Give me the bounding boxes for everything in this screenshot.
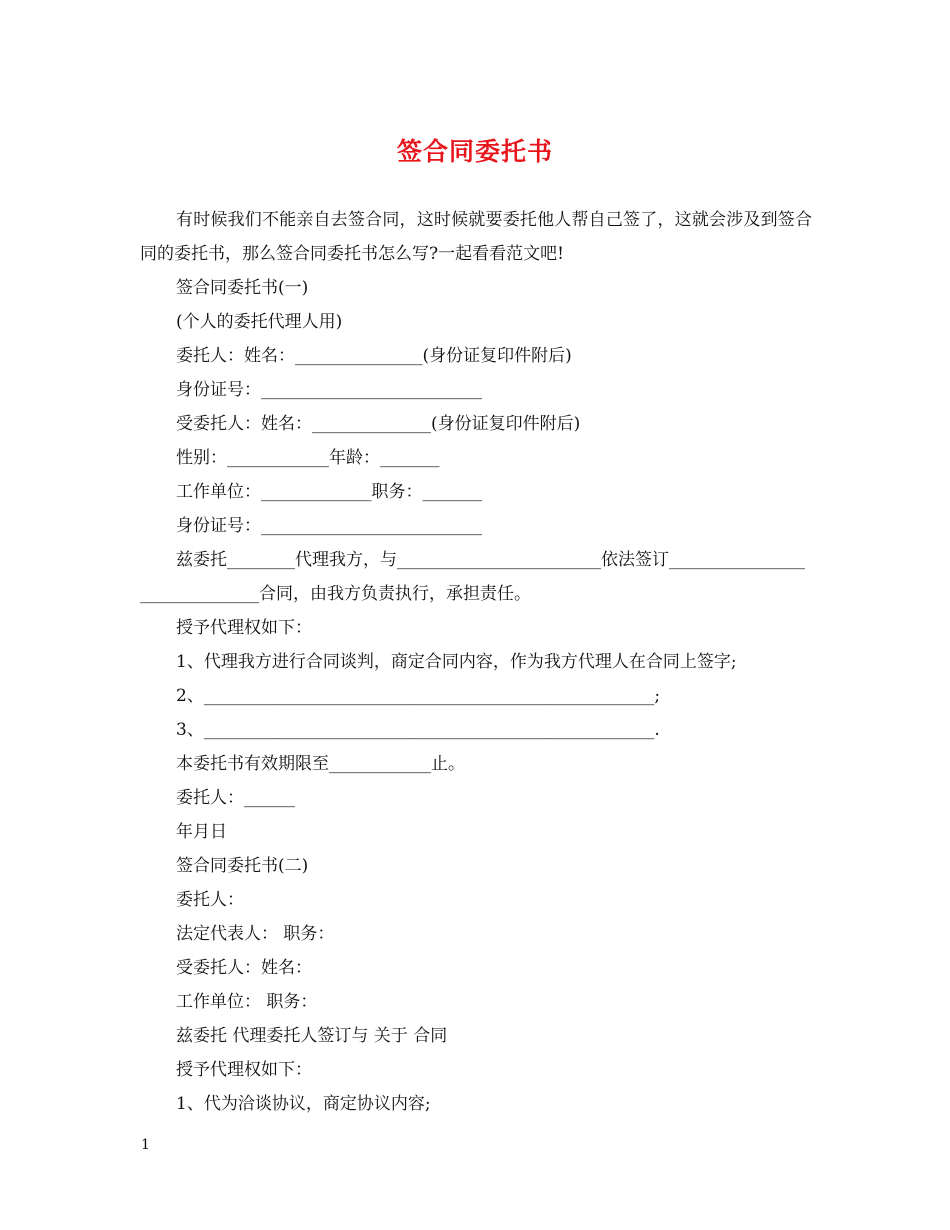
gender-age-line: 性别：____________年龄：_______ (176, 448, 440, 468)
authority-item-3: 3、_____________________________________________________. (176, 720, 660, 740)
principal-line-two: 委托人： (176, 890, 244, 910)
section-heading-two: 签合同委托书(二) (176, 856, 309, 876)
authority-item-two-1: 1、代为洽谈协议，商定协议内容; (176, 1094, 431, 1114)
section-subtitle: (个人的委托代理人用) (176, 312, 343, 332)
intro-paragraph: 有时候我们不能亲自去签合同，这时候就要委托他人帮自己签了，这就会涉及到签合同的委托书，那么签合同委托书怎么写?一起看看范文吧! (140, 210, 812, 264)
section-heading-one: 签合同委托书(一) (176, 278, 309, 298)
page-number: 1 (141, 1137, 150, 1153)
entrust-line-two: 兹委托 代理委托人签订与 关于 合同 (176, 1026, 448, 1046)
entrust-paragraph: 兹委托________代理我方，与________________________依法签订______________________________合同，由我方负责执行，承担责任。 (140, 550, 805, 604)
document-title: 签合同委托书 (396, 137, 553, 166)
agent-name-line: 受委托人：姓名：______________(身份证复印件附后) (176, 414, 581, 434)
authority-heading-two: 授予代理权如下： (176, 1060, 312, 1080)
work-unit-line-two: 工作单位： 职务： (176, 992, 318, 1012)
validity-line: 本委托书有效期限至____________止。 (176, 754, 465, 774)
authority-item-2: 2、_____________________________________________________; (176, 686, 661, 706)
date-line: 年月日 (176, 822, 227, 842)
authority-item-1: 1、代理我方进行合同谈判，商定合同内容，作为我方代理人在合同上签字; (176, 652, 737, 672)
principal-name-line: 委托人：姓名：_______________(身份证复印件附后) (176, 346, 572, 366)
authority-heading: 授予代理权如下： (176, 618, 312, 638)
document-body (140, 203, 812, 1121)
legal-rep-line: 法定代表人： 职务： (176, 924, 335, 944)
agent-id-line: 身份证号：__________________________ (176, 516, 482, 536)
principal-sign-line: 委托人：______ (176, 788, 295, 808)
principal-id-line: 身份证号：__________________________ (176, 380, 482, 400)
work-unit-line: 工作单位：_____________职务：_______ (176, 482, 482, 502)
agent-name-line-two: 受委托人：姓名： (176, 958, 312, 978)
